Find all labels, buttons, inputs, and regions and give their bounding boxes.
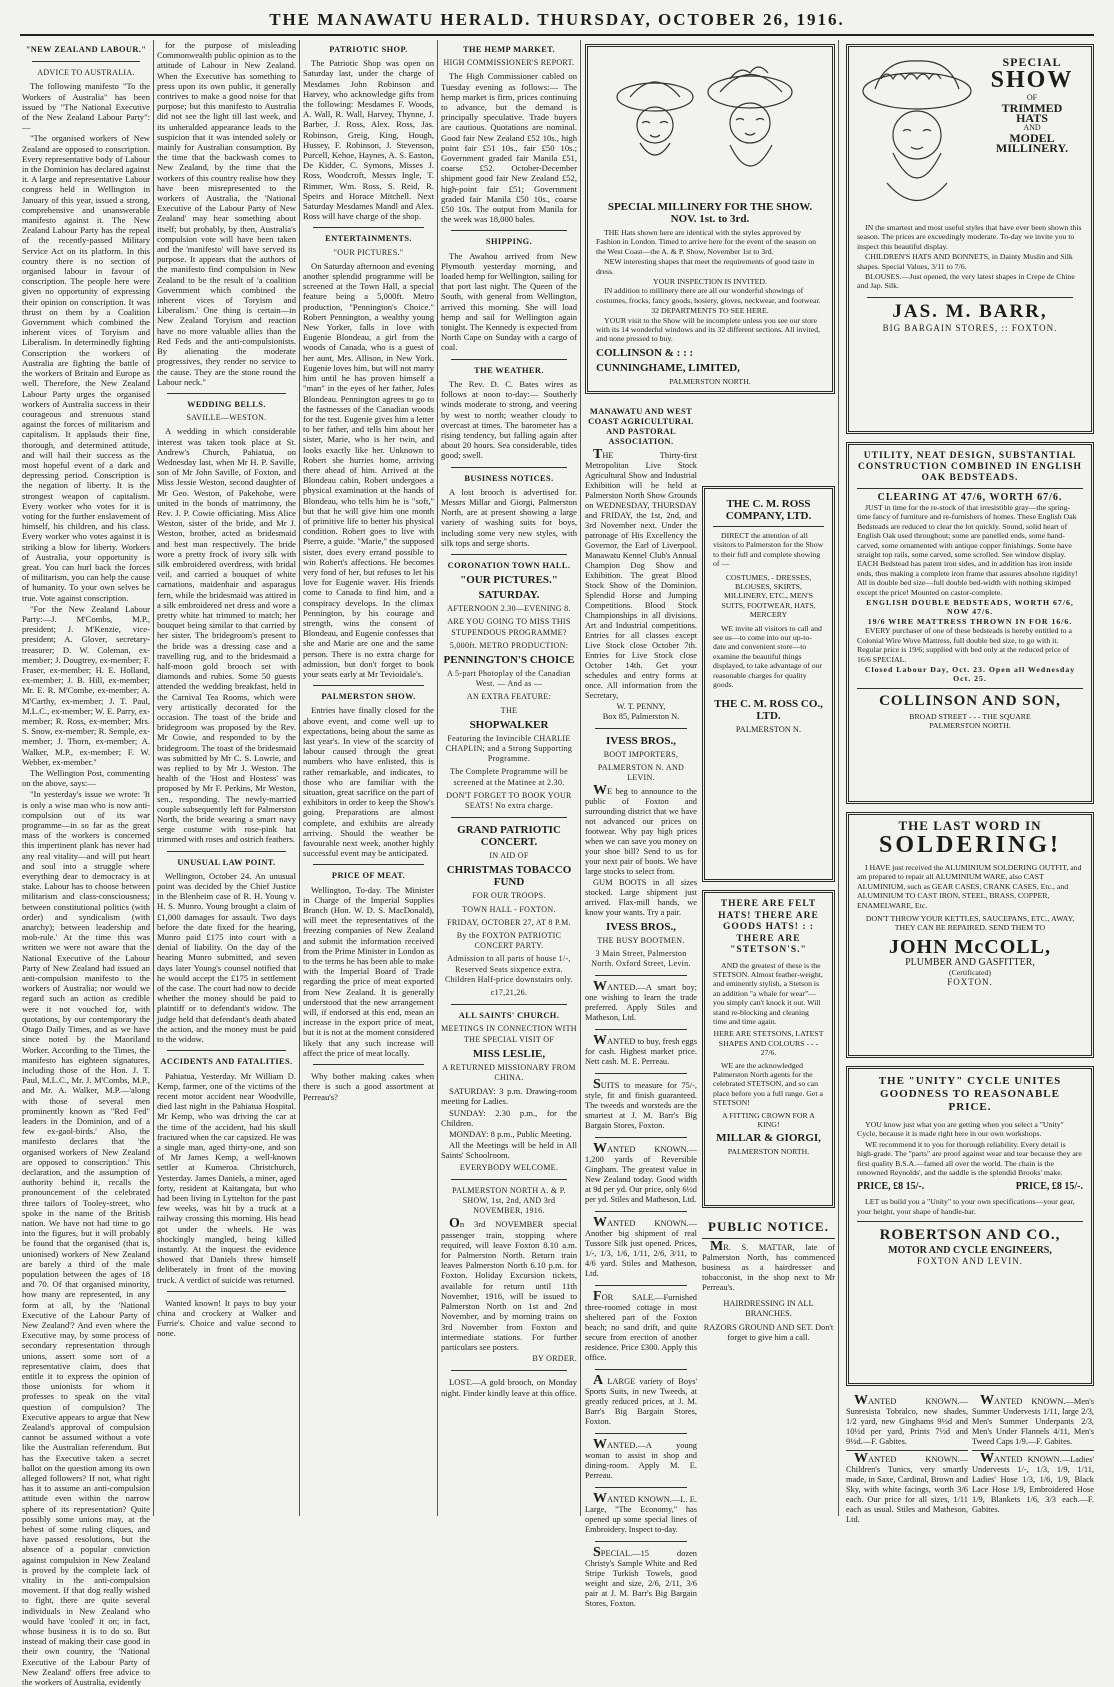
classified-item: WANTED KNOWN.—Another big shipment of real Tussore Silk just opened. Prices, 1/-, 1/3, 1/6, 1/11, 2/6, 3/11, to 4/6 yard. Stiles and Matheson, Ltd. — [585, 1215, 697, 1278]
ad-show-text: IN the smartest and most useful styles that have ever been shown this season. The prices are exceedingly moderate. To-day we invite you to inspect this beautiful display. — [857, 223, 1082, 251]
column-rule — [838, 40, 839, 1516]
ad-cycle-text: YOU know just what you are getting when you select a "Unity" Cycle, because it is made right here in our own workshops. — [857, 1120, 1064, 1139]
ad-coronation-desc: A 5-part Photoplay of the Canadian West. — And as — — [447, 668, 571, 689]
article-paragraph: "In yesterday's issue we wrote: 'It is only a wise man who is now anti-compulsion out of its war programme—in so far as the great mass of the workers is concerned this impertinent plank has never had any real vitality—and will put heart and soul into a struggle where everything dear to democracy is at stake. Labour has to choose between militarism and class-consciousness; between constitutional politics (with order) and syndicalism (with anarchy); between leadership and mob-rule.' At the time this was written we were not aware that the National Executive of the Labour Party of New Zealand had issued an anti-compulsion manifesto to the workers of Australia; nor would we regard such an action as credible were it not vouched for, with quotations, by our contemporary the Otago Daily Times, and as we have since noted by the Maoriland Worker. According to the Times, the manifesto has eighteen signatures, including those of the Hon. J. T. Paul, M.L.C., Mr. J. M'Combs, M.P., and Mr. A. Walker, M.P.—'along with those of several men prominently known as "Red Fed" leaders in the Dominion, and of a few ex-gaol-birds.' Also, the manifesto declares that 'the organised workers of New Zealand are opposed to conscription.' This declaration, and the assumption of authority behind it, recalls the pronouncement of the celebrated three tailors of Tooley-street, who spoke in the name of the British nation. We have not had time to go into the figures, but it will probably be found that the organised (that is, unionised) workers of New Zealand are barely a third of the male population between the ages of 18 and 70. Of that organised minority, how many are represented, in any form at all, by the 'National Executive of the Labour Party of New Zealand'? And even where the Executive may, by some process of secondary representation through unions, assert some sort of a representative claim, does that entitle it to express the opinion of those unionists for whom it professes to speak on the vital question of compulsion? The Executive appears to argue that New Zealand's approval of compulsion cannot be assumed without a vote like the Australian referendum. But has the Executive taken a secret ballot on the question among its own alleged followers? If not, what right has it to assume an anti-compulsion attitude even within the narrow sphere of its representation? Quite possibly some unions may, at the behest of some ruling cliques, and have passed resolutions, but the absence of a popular conviction against compulsion in New Zealand is proved by the complete lack of vitality in the anti-compulsion movement. If that dog really wished to fight, there are quite several individuals in New Zealand who would have 'cooled' it on; in fact, whose business it is to do so. But instead of making their case good in their own country, the 'National Executive of the Labour Party of New Zealand' offers free advice to the workers of Australia, evidently — [22, 789, 150, 1687]
ad-aandp-text: THE Thirty-first Metropolitan Live Stock Agricultural Show and Industrial Exhibition will be held at Palmerston North Show Grounds on WEDNESDAY, THURSDAY and FRIDAY, the 1st, 2nd, and 3rd November next. Under the patronage of His Excellency the Governor, the Earl of Liverpool. Manawatu Kennel Club's Annual Champion Dog Show and Exhibition. The great Blood Stock Show of the Dominion. Splendid Horse and Jumping Competitions. Blood Stock Championships in all divisions. Art and Industrial competitions. Entries for all classes except Live Stock close October 7th. Entries for Live Stock close October 14th. Get your schedules and entry forms at once. All information from the Secretary, — [585, 447, 697, 700]
article-heading: PRICE OF MEAT. — [331, 871, 406, 881]
ad-soldering-name: JOHN McCOLL, — [889, 935, 1051, 958]
article-paragraph: Wellington, October 24. An unusual point was decided by the Chief Justice in the Blenheim case of R. H. Young v. H. S. Munro. Young brought a claim of £1,000 damages for assault. Two days before the date fixed for the hearing, Munro paid £175 into court with a denial of liability. On the day of the hearing Munro submitted, and seven days later Young's counsel notified that he would accept the £175 in settlement of the case. The court had now to decide whether the money should be paid to plaintiff or to defendant's widow. The judge held that defendant's death abated the action, and the money must be paid to the widow. — [157, 870, 296, 1045]
ad-saints-sunday: SUNDAY: 2.30 p.m., for the Children. — [441, 1107, 577, 1128]
ad-cycle-text: LET us build you a "Unity" to your own specifications—your gear, your height, your shape of handle-bar. — [857, 1197, 1075, 1216]
article-heading: PALMERSTON SHOW. — [321, 692, 416, 702]
ad-cycle-price: PRICE, £8 15/-. — [1015, 1181, 1083, 1193]
ad-show-firm: JAS. M. BARR, — [892, 300, 1048, 322]
article-heading: THE HEMP MARKET. — [462, 45, 556, 54]
ad-coronation-matinee: The Complete Programme will be screened at the Matinee at 2.30. — [450, 767, 568, 787]
ad-millinery-text: NEW interesting shapes that meet the requirements of good taste in dress. — [596, 257, 815, 276]
ad-saints-meetings: MEETINGS IN CONNECTION WITH THE SPECIAL VISIT OF — [441, 1024, 577, 1044]
ad-felt-agents: WE are the acknowledged Palmerston North agents for the celebrated STETSON, and so can place before you a full range. Get a STETSON! — [713, 1060, 823, 1108]
classified-item: WANTED KNOWN.—1,200 yards of Reversible Gingham. The greatest value in New Zealand today. Good width at 9d per yd. Our price, only 6½d per yd. Stiles and Matheson, Ltd. — [585, 1141, 697, 1204]
ad-coronation-day: SATURDAY. — [478, 589, 540, 602]
ad-felt-here: HERE ARE STETSONS, LATEST SHAPES AND COLOURS - - - 27/6. — [713, 1029, 824, 1058]
column-three — [303, 40, 434, 1516]
ad-millinery-invite: YOUR INSPECTION IS INVITED. — [653, 277, 767, 287]
ad-millinery-firm: COLLINSON & : : : — [596, 346, 694, 359]
ad-ross-name: THE C. M. ROSS COMPANY, LTD. — [725, 498, 812, 522]
ad-soldering-text: DON'T THROW YOUR KETTLES, SAUCEPANS, ETC., AWAY, THEY CAN BE REPAIRED. SEND THEM TO — [865, 914, 1075, 933]
article-heading: ACCIDENTS AND FATALITIES. — [160, 1057, 293, 1067]
classified-item: FOR SALE.—Furnished three-roomed cottage in most sheltered part of the Foxton beach; no sand drift, and quite secure from erection of another residence. Price £300. Apply this office. — [585, 1289, 697, 1362]
article-paragraph: The Rev. D. C. Bates wires as follows at noon to-day:— Southerly winds moderate to strong, and veering by west to north; weather cloudy to overcast at times. The barometer has a rising tendency, but falling again after about 20 hours. Sea considerable, tides good; swell. — [441, 378, 577, 461]
ad-millinery-firm: CUNNINGHAME, LIMITED, — [596, 361, 740, 374]
ad-coronation-shop: SHOPWALKER — [469, 718, 549, 731]
ad-felt-town: PALMERSTON NORTH. — [727, 1147, 810, 1157]
classified-item: WANTED KNOWN.—Sunresista Tobralco, new shades, 1/2 yard, new Ginghams 9½d and 10½d per yard, Prints 7½d and 9½d.—F. Gabites. — [846, 1393, 968, 1446]
ad-bedsteads-closed: Closed Labour Day, Oct. 23. Open all Wednesday Oct. 25. — [864, 664, 1076, 684]
article-paragraph: Why bother making cakes when there is such a good assortment at Perreau's? — [303, 1071, 434, 1102]
column-rule — [580, 40, 581, 1516]
article-heading: THE WEATHER. — [474, 365, 544, 375]
article-paragraph: The Patriotic Shop was open on Saturday last, under the charge of Mesdames John Robinson and Harvey, who acknowledge gifts from the following: Mesdames F. Woods, A. Wall, R. Wall, Harvey, Thynne, J. Barber, J. Ross, Alex. Ross, Jas. Robinson, Greig, King, Hough, Hussey, F. Robinson, J. Stevenson, Purcell, Kehoe, Haynes, A. S. Easton, De Kidder, C. Symons, Misses J. Ross, Woodcroft, Messrs Ingle, T. Rimmer, Wm. Ross, S. Reid, R. Speirs and Horace Mitchell. Next Saturday Mesdames Mandl and Alex. Ross will have charge of the shop. — [303, 58, 434, 222]
classified-item: WANTED KNOWN.— Children's Tunics, very smartly made, in Saxe, Cardinal, Brown and Sky, with white facings, worth 3/6 each. Our price for all sizes, 1/11 each as usual. Stiles and Matheson, Ltd. — [846, 1451, 968, 1524]
article-paragraph: On Saturday afternoon and evening another splendid programme will be screened at the Town Hall, a special feature being a 5,000ft. Metro production, "Pennington's Choice." Robert Pennington, a wealthy young New Yorker, falls in love with Eugenie Blondeau, a girl from the woods of Canada, who is a guest of her aunt, Mrs. Allison, in New York. Eugenie loves him, but will not marry him until he has proven himself a "man" in the eyes of her father, Jules Blondeau. Pennington agrees to go to the fastnesses of the Canadian woods for the test. Eugenie gives him a letter to her father, and tells him about her sister, Marie, who is her twin, and looks exactly like her. Unknown to Robert she hurries home, arriving there ahead of him. Arrived at the Blondeau cabin, Robert undergoes a physical examination at the hands of Blondeau, who tells him he is "soft," but that he will give him one month of primitive life to better his physical condition. Robert goes to live with Pierre, a guide. "Marie," the supposed sister, does every errand possible to win Robert's affections. He becomes very fond of her, but refuses to let his love for Eugenie waver. His friends come to Canada to find him, and a conspiracy develops. In the climax Pennington, by his courage and strength, wins the consent of Blondeau, and Eugenie confesses that she and Marie are one and the same person. There is no extra charge for admission, but don't forget to book your seats early at Mr Tevioidale's. — [303, 260, 434, 679]
ad-cycle-firm: ROBERTSON AND CO., — [879, 1227, 1061, 1244]
ad-ross-text: DIRECT the attention of all visitors to Palmerston for the Show to their full and complete showing of — — [713, 531, 824, 569]
ad-millinery-title: SPECIAL MILLINERY FOR THE SHOW. NOV. 1st. to 3rd. — [607, 201, 813, 225]
ad-ivess-towns: PALMERSTON N. AND LEVIN. — [597, 763, 685, 782]
ad-concert-fund: CHRISTMAS TOBACCO FUND — [446, 864, 572, 889]
ad-soldering-cert: (Certificated) — [949, 967, 991, 977]
article-paragraph: The following manifesto "To the Workers of Australia" has been issued by "The National Executive of the New Zealand Labour Party":— — [22, 81, 150, 133]
masthead: THE MANAWATU HERALD. THURSDAY, OCTOBER 26, 1916. — [20, 6, 1094, 36]
notice-razors: RAZORS GROUND AND SET. Don't forget to give him a call. — [703, 1323, 834, 1342]
classified-item: WANTED KNOWN.—L. E. Large, "The Economy," has opened up some special lines of Embroidery. Inspect to-day. — [585, 1491, 697, 1534]
article-paragraph: "The organised workers of New Zealand are opposed to conscription. Every representative body of Labour in the Dominion has declared against it. A large and representative Labour congress held in Wellington in January of this year, issued a strong, comprehensive and unanswerable manifesto against it. The New Zealand Labour Party has the repeal of the recently-passed Military Service Act on its platform. In this country there is no section of organised labour in favour of conscription. The people here were given no opportunity of expressing their opinion on conscription. It was thrust on them by a Coalition Government which combined the inherent vices of Toryism and Liberalism. In determinedly fighting Conscription the workers of Australia are fighting the battle of the workers of Britain and Europe as well. Therefore, the New Zealand Labour Party urges the organised workers of Australia success in their courageous and strenuous stand against the forces of militarism and capitalism. It applauds their fine, thorough, and determined attitude, and will hail their success as the most hopeful event of a dark and depressing period. Conscription is the negation of liberty. It is the strongest weapon of capitalism. Every worker who votes for it is voting for the further enslavement of himself, his children, and his class. Every worker who votes against it is striking a blow for liberty. Workers of Australia, your opportunity is great. You can hurl back the forces of militarism, you can help the cause of humanity. To your own selves be true. Vote against conscription. — [22, 133, 150, 603]
ad-millinery-town: PALMERSTON NORTH. — [669, 376, 751, 386]
ad-bedsteads-wire: 19/6 WIRE MATTRESS THROWN IN FOR 16/6. — [867, 616, 1073, 626]
classified-lost: LOST.—A gold brooch, on Monday night. Finder kindly leave at this office. — [441, 1377, 577, 1398]
ad-concert-title: GRAND PATRIOTIC CONCERT. — [457, 824, 561, 849]
column-rule — [437, 40, 438, 1516]
column-four — [441, 40, 577, 1516]
ad-aandp-box: Box 85, Palmerston N. — [602, 712, 680, 721]
column-rule — [153, 40, 154, 1516]
ad-saints-name: MISS LESLIE, — [472, 1047, 546, 1060]
classified-item: SPECIAL.—15 dozen Christy's Sample White and Red Stripe Turkish Towels, good weight and size, 2/6, 2/11, 3/6 pair at J. M. Barr's Big Bargain Stores, Foxton. — [585, 1545, 697, 1608]
article-paragraph: The High Commissioner cabled on Tuesday evening as follows:— The hemp market is firm, prices continuing to advance, but the demand is principally speculative. Trade buyers are cautious. Quotations are nominal. Good fair New Zealand £52 10s., high point fair £51 10s., fair £50 10s.; Government graded fair Manila £51, coarse £52. October-December shipment good fair New Zealand £52, high-point fair £51; Government graded fair Manila £50 10s., coarse £50 10s. The output from Manila for the week was 18,000 bales. — [441, 71, 577, 225]
classified-item: SUITS to measure for 75/-, style, fit and finish guaranteed. The tweeds and worsteds are the smartest at J. M. Barr's Big Bargain Stores, Foxton. — [585, 1077, 697, 1130]
ad-coronation-pictures: "OUR PICTURES." — [460, 574, 558, 587]
ad-felt-text: AND the greatest of these is the STETSON. Almost feather-weight, and eminently stylish, a Stetson is an addition "a whale for wear"—you simply can't knock it out. Will stand re-blocking and cleaning time and time again. — [713, 960, 823, 1026]
hat-lady-illustration — [857, 53, 977, 223]
ad-soldering — [846, 812, 1094, 1058]
ad-cycle-text: WE recommend it to you for thorough reliability. Every detail is high-grade. The "parts" are proof against wear and tear because they are first quality B.S.A.—famed all over the world. The chain is the renowned Reynolds', and the saddle is the splendid Brooks' make. — [857, 1139, 1082, 1178]
classifieds-right — [972, 1393, 1094, 1516]
ad-show-trimmed: TRIMMED — [1001, 101, 1063, 115]
ad-felt-title: THERE ARE FELT HATS! THERE ARE GOODS HATS! : : THERE ARE "STETSON'S." — [718, 899, 819, 955]
ad-bedsteads-clearing: CLEARING AT 47/6, WORTH 67/6. — [877, 492, 1063, 503]
article-paragraph: Wanted known! It pays to buy your china and crockery at Walker and Furrie's. Choice and value second to none. — [157, 1297, 296, 1339]
column-rule — [299, 40, 300, 1516]
ad-ivess2-heading: IVESS BROS., — [605, 921, 676, 933]
ad-show-of: OF — [1026, 93, 1038, 102]
ad-stetson-hats — [702, 890, 835, 1208]
ad-bedsteads-town: PALMERSTON NORTH. — [929, 721, 1011, 731]
ad-show-stores: BIG BARGAIN STORES, :: FOXTON. — [882, 322, 1058, 333]
ad-concert-aid: IN AID OF — [489, 851, 529, 861]
classifieds-left — [846, 1393, 968, 1524]
article-paragraph: Pahiatua, Yesterday. Mr William D. Kemp, farmer, one of the victims of the recent motor accident near Woodville, died last night in the Pahiatua Hospital. Mr Kemp, who was driving the car at the time of the accident, had his skull fractured when the car capsized. He was a single man, aged thirty-one, and son of Mr James Kemp, a well-known settler at Kumeroa. Christchurch, Yesterday. James Daniels, a miner, aged forty, resident at Kaitangata, but who had been living in Lyttelton for the past few weeks, was hit by a truck at a railway crossing this morning. His head got under the wheels. He was shockingly mangled, being killed instantly. At the inquest the evidence showed that Daniels threw himself deliberately in front of the moving truck. A verdict of suicide was returned. — [157, 1070, 296, 1285]
ad-millinery-text: THE Hats shown here are identical with the styles approved by Fashion in London. Timed to arrive here for the event of the season on the West Coast—the A. & P. Show, November 1st to 3rd. — [596, 228, 817, 256]
ad-saints-saturday: SATURDAY: 3 p.m. Drawing-room meeting for Ladies. — [441, 1086, 577, 1107]
article-paragraph: Wellington, To-day. The Minister in Charge of the Imperial Supplies Branch (Hon. W. D. S. MacDonald), will meet the representatives of the freezing companies of New Zealand and submit the information received from the Prime Minister in London as to the terms he has been able to make with the Imperial Board of Trade regarding the price of meat exported from New Zealand. It is generally understood that the new arrangement will, if endorsed at this end, mean an increase in the export price of meat, but it is not at the moment considered likely that any such increase will affect the price of meat locally. — [303, 884, 434, 1058]
article-paragraph: The Awahou arrived from New Plymouth yesterday morning, and loaded hemp for Wellington, sailing for that port last night. The Queen of the South, with general from Wellington, arrived this morning. She will load hemp and sail for Wellington again tonight. The Kennedy is expected from North Cape on Sunday with a cargo of coal. — [441, 250, 577, 353]
article-heading: SHIPPING. — [485, 237, 533, 247]
ad-saints-held: All the Meetings will be held in All Saints' Schoolroom. — [441, 1140, 577, 1161]
ad-ivess-text: WE beg to announce to the public of Foxton and surrounding district that we have not advanced our prices on footwear. Why pay high prices when we can save you money on your shoe bill? Send to us for your next pair of boots. We have large stocks to select from. — [585, 783, 697, 876]
column-five — [585, 402, 697, 1608]
ad-felt-firm: MILLAR & GIORGI, — [716, 1132, 821, 1145]
ad-ivess-sub: BOOT IMPORTERS, — [603, 750, 679, 759]
ad-cycle-towns: FOXTON AND LEVIN. — [916, 1256, 1024, 1267]
ad-aandp-secretary: W. T. PENNY, — [616, 702, 666, 711]
ad-concert-code: c17,21,26. — [490, 988, 528, 998]
ad-show-model: MODEL — [1009, 131, 1055, 145]
ladies-hats-illustration — [600, 57, 820, 197]
ad-saints-monday: MONDAY: 8 p.m., Public Meeting. — [449, 1129, 572, 1140]
ad-ross-town: PALMERSTON N. — [735, 724, 802, 734]
classified-item: WANTED.—A smart boy; one wishing to learn the trade preferred. Apply Stiles and Matheson, Ltd. — [585, 979, 697, 1022]
article-heading: UNUSUAL LAW POINT. — [177, 857, 276, 867]
ad-coronation-title: CORONATION TOWN HALL. — [447, 560, 571, 570]
ad-special-show — [846, 44, 1094, 434]
ad-soldering-last: THE LAST WORD IN — [898, 818, 1042, 833]
notice-branches: HAIRDRESSING IN ALL BRANCHES. — [723, 1299, 814, 1318]
ad-ivess2-addr: 3 Main Street, Palmerston North. Oxford Street, Levin. — [591, 949, 691, 968]
ad-show-and: AND — [1023, 123, 1041, 132]
article-heading: WEDDING BELLS. — [187, 399, 266, 409]
article-subheading: "OUR PICTURES." — [333, 247, 404, 257]
ad-ivess-gum: GUM BOOTS in all sizes stocked. Large shipment just arrived. Flax-mill hands, we know your wants. Try a pair. — [585, 878, 697, 917]
ad-millinery-text: IN addition to millinery there are all our wonderful showings of costumes, frocks, fancy goods, hosiery, gloves, neckwear, and footwear. — [596, 286, 821, 305]
ad-show-millinery: MILLINERY. — [995, 141, 1069, 155]
ad-bedsteads-text: JUST in time for the re-stock of that irresistible gray—the spring-time fancy of furniture and re-furnishers of homes. These English Oak Bedsteads are reduced to clear the lot quickly. Sound, solid heart of English Oak used throughout; some are panelled ends, some hand-carved, some ornamented with antique copper finishings. Some have straight top rails, some carved, some scrolled. See window display. EACH Bedstead has patent iron sides, and in addition has iron inside ends, thus making a complete iron frame that assures absolute rigidity! All in double bed size—full double bed-width with nothing skimped except the price! Mounted on castor-complete. — [857, 503, 1078, 597]
ad-soldering-trade: PLUMBER AND GASFITTER, — [905, 956, 1035, 968]
ad-coronation-extra: AN EXTRA FEATURE: — [466, 692, 552, 702]
ad-bedsteads-english: ENGLISH DOUBLE BEDSTEADS, WORTH 67/6, NOW 47/6. — [866, 598, 1074, 617]
ad-soldering-word: SOLDERING! — [878, 832, 1062, 858]
ad-ross-goods: COSTUMES, - DRESSES, BLOUSES, SKIRTS, MILLINERY, ETC., MEN'S SUITS, FOOTWEAR, HATS, MERCERY — [721, 572, 816, 620]
ad-coronation-feature: PENNINGTON'S CHOICE — [443, 653, 575, 666]
article-paragraph: A lost brooch is advertised for. Messrs Millar and Giorgi, Palmerston North, are at present showing a large variety of washing suits for boys, including some very new styles, with silk tops and serge shorts. — [441, 486, 577, 548]
ad-ross-name2: THE C. M. ROSS CO., LTD. — [714, 697, 823, 722]
article-subheading: HIGH COMMISSIONER'S REPORT. — [443, 58, 575, 68]
article-paragraph: "For the New Zealand Labour Party:—J. M'Combs, M.P., president; J. M'Kenzie, vice-president; A. Glover, secretary-treasurer; D. W. Coleman, ex-member; J. Dougtrey, ex-member; F. Fraser, ex-member; H. E. Holland, ex-member; J. B. Hill, ex-member; Mr. E. R. M'Combe, ex-member; A. M'Carthy, ex-member; J. T. Paul, M.L.C., ex-member; W. E. Parry, ex-member; R. Ross, ex-member; Mrs. S. Snow, ex-member; R. Semple, ex-member; J. Thorn, ex-member; A. Walker, M.P., ex-member; F. W. Webber, ex-member." — [22, 603, 150, 767]
article-paragraph: Entries have finally closed for the above event, and come well up to expectations, being about the same as last year's. In view of the scarcity of labour caused through the great numbers who have enlisted, this is rather remarkable, and indicates, to those who are familiar with the situation, great sacrifice on the part of exhibitors in order to keep the Show's going. Preparations are almost complete, and exhibits are already arriving. Should the weather be favourable next week, another highly successful event may be anticipated. — [303, 705, 434, 859]
classified-item: WANTED KNOWN.—Ladies' Undervests 1/-, 1/3, 1/9, 1/11, Ladies' Hose 1/3, 1/6, 1/9, Black Lace Hose 1/9, Embroidered Hose 1/9, Blankets 1/6, 3/3 each.—F. Gabites. — [972, 1451, 1094, 1514]
classified-item: WANTED to buy, fresh eggs for cash. Highest market price. Nett cash. M. E. Perreau. — [585, 1033, 697, 1066]
classified-item: A LARGE variety of Boys' Sports Suits, in new Tweeds, at greatly reduced prices, at J. M. Barr's Big Bargain Stores, Foxton. — [585, 1373, 697, 1426]
ad-soldering-town: FOXTON. — [947, 977, 993, 988]
ad-concert-admission: Admission to all parts of house 1/-, Reserved Seats sixpence extra. Children Half-price downstairs only. — [444, 954, 574, 984]
ad-show-show: SHOW — [990, 67, 1074, 93]
article-heading: BUSINESS NOTICES. — [464, 473, 554, 483]
ad-show-order: BY ORDER. — [532, 1354, 577, 1364]
ad-show-hats: HATS — [1016, 111, 1048, 125]
ad-cycle-price: PRICE, £8 15/-. — [857, 1181, 925, 1193]
ad-millinery-text: YOUR visit to the Show will be incomplete unless you see our store with its 14 wonderful windows and its 32 different sections. All invited, and none pressed to buy. — [596, 315, 820, 344]
article-subheading: ADVICE TO AUSTRALIA. — [37, 68, 135, 78]
ad-ross-text: WE invite all visitors to call and see us—to come into our up-to-date and convenient store—to examine the beautiful things displayed, to take advantage of our reasonable charges for quality goods. — [713, 623, 823, 690]
ad-bedsteads-title: UTILITY, NEAT DESIGN, SUBSTANTIAL CONSTRUCTION COMBINED IN ENGLISH OAK BEDSTEADS. — [858, 451, 1082, 483]
ad-coronation-times: AFTERNOON 2.30—EVENING 8. — [447, 604, 571, 614]
ad-coronation-metro: 5,000ft. METRO PRODUCTION: — [449, 640, 569, 650]
ad-ivess-heading: IVESS BROS., — [605, 735, 676, 747]
article-paragraph: The Wellington Post, commenting on the above, says:— — [22, 768, 150, 789]
notice-text: MR. S. MATTAR, late of Palmerston North, has commenced business as a hairdresser and tobacconist, in the shop next to Mr Perreau's. — [702, 1239, 835, 1292]
ad-cm-ross — [702, 486, 835, 882]
ad-show-text: On 3rd NOVEMBER special passenger train, stopping where required, will leave Foxton 8.10 a.m. for Palmerston North. Return train leaves Palmerston North 6.10 p.m. for Foxton. Holiday Excursion tickets, available for return until 11th November, 1916, will be issued to Palmerston North on 1st and 2nd November, and by morning trains on 3rd November from Foxton and intermediate stations. For further particulars see posters. — [441, 1216, 577, 1352]
ad-aandp-heading: MANAWATU AND WEST COAST AGRICULTURAL AND PASTORAL ASSOCIATION. — [588, 407, 694, 446]
ad-oak-bedsteads — [846, 442, 1094, 804]
article-heading: PATRIOTIC SHOP. — [329, 45, 408, 54]
ad-concert-when: FRIDAY, OCTOBER 27, AT 8 P.M. — [447, 917, 571, 927]
ad-cycle-trade: MOTOR AND CYCLE ENGINEERS, — [888, 1245, 1052, 1257]
ad-bedsteads-street: BROAD STREET - - - THE SQUARE — [909, 711, 1031, 721]
ad-special-millinery — [585, 44, 835, 394]
article-new-zealand-labour — [22, 40, 150, 1687]
ad-bedsteads-firm: COLLINSON AND SON, — [879, 692, 1061, 709]
classified-item: WANTED.—A young woman to assist in shop and dining-room. Apply M. E. Perreau. — [585, 1437, 697, 1480]
article-heading: "NEW ZEALAND LABOUR." — [25, 45, 147, 54]
ad-show-special: SPECIAL — [1002, 55, 1062, 69]
ad-unity-cycle — [846, 1066, 1094, 1386]
ad-coronation-book: DON'T FORGET TO BOOK YOUR SEATS! No extra charge. — [446, 790, 572, 810]
ad-soldering-text: I HAVE just received the ALUMINIUM SOLDERING OUTFIT, and am prepared to repair all ALUMINIUM WARE, also CAST ALUMINIUM, such as GEAR CASES, CRANK CASES, Etc., and ALUMINIUM TO CAST IRON, STEEL, BRASS, COPPER, ENAMELWARE, Etc. — [857, 863, 1082, 910]
notice-title: PUBLIC NOTICE. — [708, 1219, 829, 1234]
ad-coronation-question: ARE YOU GOING TO MISS THIS STUPENDOUS PROGRAMME? — [447, 617, 571, 637]
ad-show-heading: PALMERSTON NORTH A. & P. SHOW, 1st, 2nd, AND 3rd NOVEMBER, 1916. — [452, 1185, 566, 1216]
ad-concert-by: By the FOXTON PATRIOTIC CONCERT PARTY. — [456, 931, 562, 951]
ad-saints-role: A RETURNED MISSIONARY FROM CHINA. — [442, 1062, 576, 1083]
ad-show-text: CHILDREN'S HATS AND BONNETS, in Dainty Muslin and Silk shapes. Special Values, 3/11 to 7/6. — [857, 252, 1073, 271]
ad-concert-troops: FOR OUR TROOPS. — [472, 891, 546, 901]
classified-item: WANTED KNOWN.—Men's Summer Undervests 1/11, large 2/3, Men's Summer Underpants 2/3, Men's Under Flannels 4/11, Men's Tweed Caps 1/9.—F. Gabites. — [972, 1393, 1094, 1446]
ad-millinery-depts: 32 DEPARTMENTS TO SEE HERE. — [651, 306, 769, 316]
ad-show-text: BLOUSES.—Just opened, the very latest shapes in Crepe de Chine and Jap. Silk. — [857, 272, 1075, 291]
ad-coronation-the: THE — [500, 705, 518, 715]
ad-saints-heading: ALL SAINTS' CHURCH. — [458, 1011, 560, 1021]
column-two — [157, 40, 296, 1516]
ad-cycle-title: THE "UNITY" CYCLE UNITES GOODNESS TO REASONABLE PRICE. — [878, 1075, 1062, 1113]
ad-bedsteads-text2: EVERY purchaser of one of these bedsteads is hereby entitled to a Colonial Wire Wove Mattress, full double bed size, to go with it. Regular price is 19/6; supplied with bed only at the reduced price of 16/6 SPECIAL. — [857, 626, 1072, 664]
ad-coronation-chaplin: Featuring the Invincible CHARLIE CHAPLIN; and a Strong Supporting Programme. — [445, 733, 573, 764]
article-paragraph: for the purpose of misleading Commonwealth public opinion as to the attitude of Labour in New Zealand. When the Executive has something to press upon its own public, it generally contrives to make a good noise for that purpose; but this manifesto to Australia did not see the light till last week, and its unheralded appearance leads to the suspicion that it was intended solely or mainly for Australian consumption. By the time that the backwash comes to New Zealand, by the time that the workers of this country realise how they have been misrepresented to the workers of Australia, the 'National Executive of the Labour Party of New Zealand' may hear something about itself; but probably, by then, Australia's compulsion vote will have been taken and the 'manifesto' will have served its purpose. It appears that the authors of the manifesto find compulsion in New Zealand to be the result of 'a coalition Government which combined the inherent vices of Toryism and Liberalism.' One thing is certain—in New Zealand Toryism and reaction have no more valuable allies than the Red Feds and the anti-compulsionists. By alienating the moderate progressives, they render no service to the cause. They are the stone round the Labour neck." — [157, 40, 296, 387]
ad-saints-welcome: EVERYBODY WELCOME. — [459, 1162, 559, 1172]
ad-concert-where: TOWN HALL - FOXTON. — [462, 904, 556, 914]
article-heading: ENTERTAINMENTS. — [325, 234, 412, 244]
ad-ivess2-sub: THE BUSY BOOTMEN. — [597, 936, 685, 945]
article-subheading: SAVILLE—WESTON. — [186, 413, 267, 423]
ad-felt-crown: A FITTING CROWN FOR A KING! — [722, 1110, 815, 1129]
public-notice — [702, 1216, 835, 1516]
article-paragraph: A wedding in which considerable interest was taken took place at St. Andrew's Church, Pahiatua, on Wednesday last, when Mr H. P. Saville, son of Mr John Saville, of Foxton, and Miss Jessie Weston, second daughter of Mr Geo. Weston, of Pakehohe, were united in the bonds of matrimony, the Rev. J. P. Cowie officiating. Miss Alice Weston, sister of the bride, and Mr J. Weston, brother, acted as bridesmaid and best man respectively. The bride wore a pretty frock of ivory silk with silk embroidered overdress, with bridal veil, and carried a bouquet of white carnations, maidenhair and asparagus fern, while the bridesmaid was attired in a silk embroidered net dress and wore a pretty white hat trimmed to match; her bouquet being similar to that carried by her sister. The bridegroom's present to the bride was a dressing case and a travelling rug, and to the bridesmaid a half-moon gold brooch set with diamonds and rubies. Some 50 guests attended the wedding breakfast, held in the Carnival Tea Rooms, which were very artistically decorated for the occasion. The toast of the bride and bridegroom was proposed by the Rev. Mr Cowie, and responded to by the bridegroom. The toast of the bridesmaid was submitted by Mr C. S. Lowrie, and was replied to by Mr J. Weston. The health of the 'Host and Hostess' was proposed by Mr F. Perkins, Mr Weston, sen., responding. The newly-married couple subsequently left for Palmerston North, the bride wearing a smart navy serge costume with rose-pink hat trimmed with roses and ostrich feathers. — [157, 426, 296, 845]
